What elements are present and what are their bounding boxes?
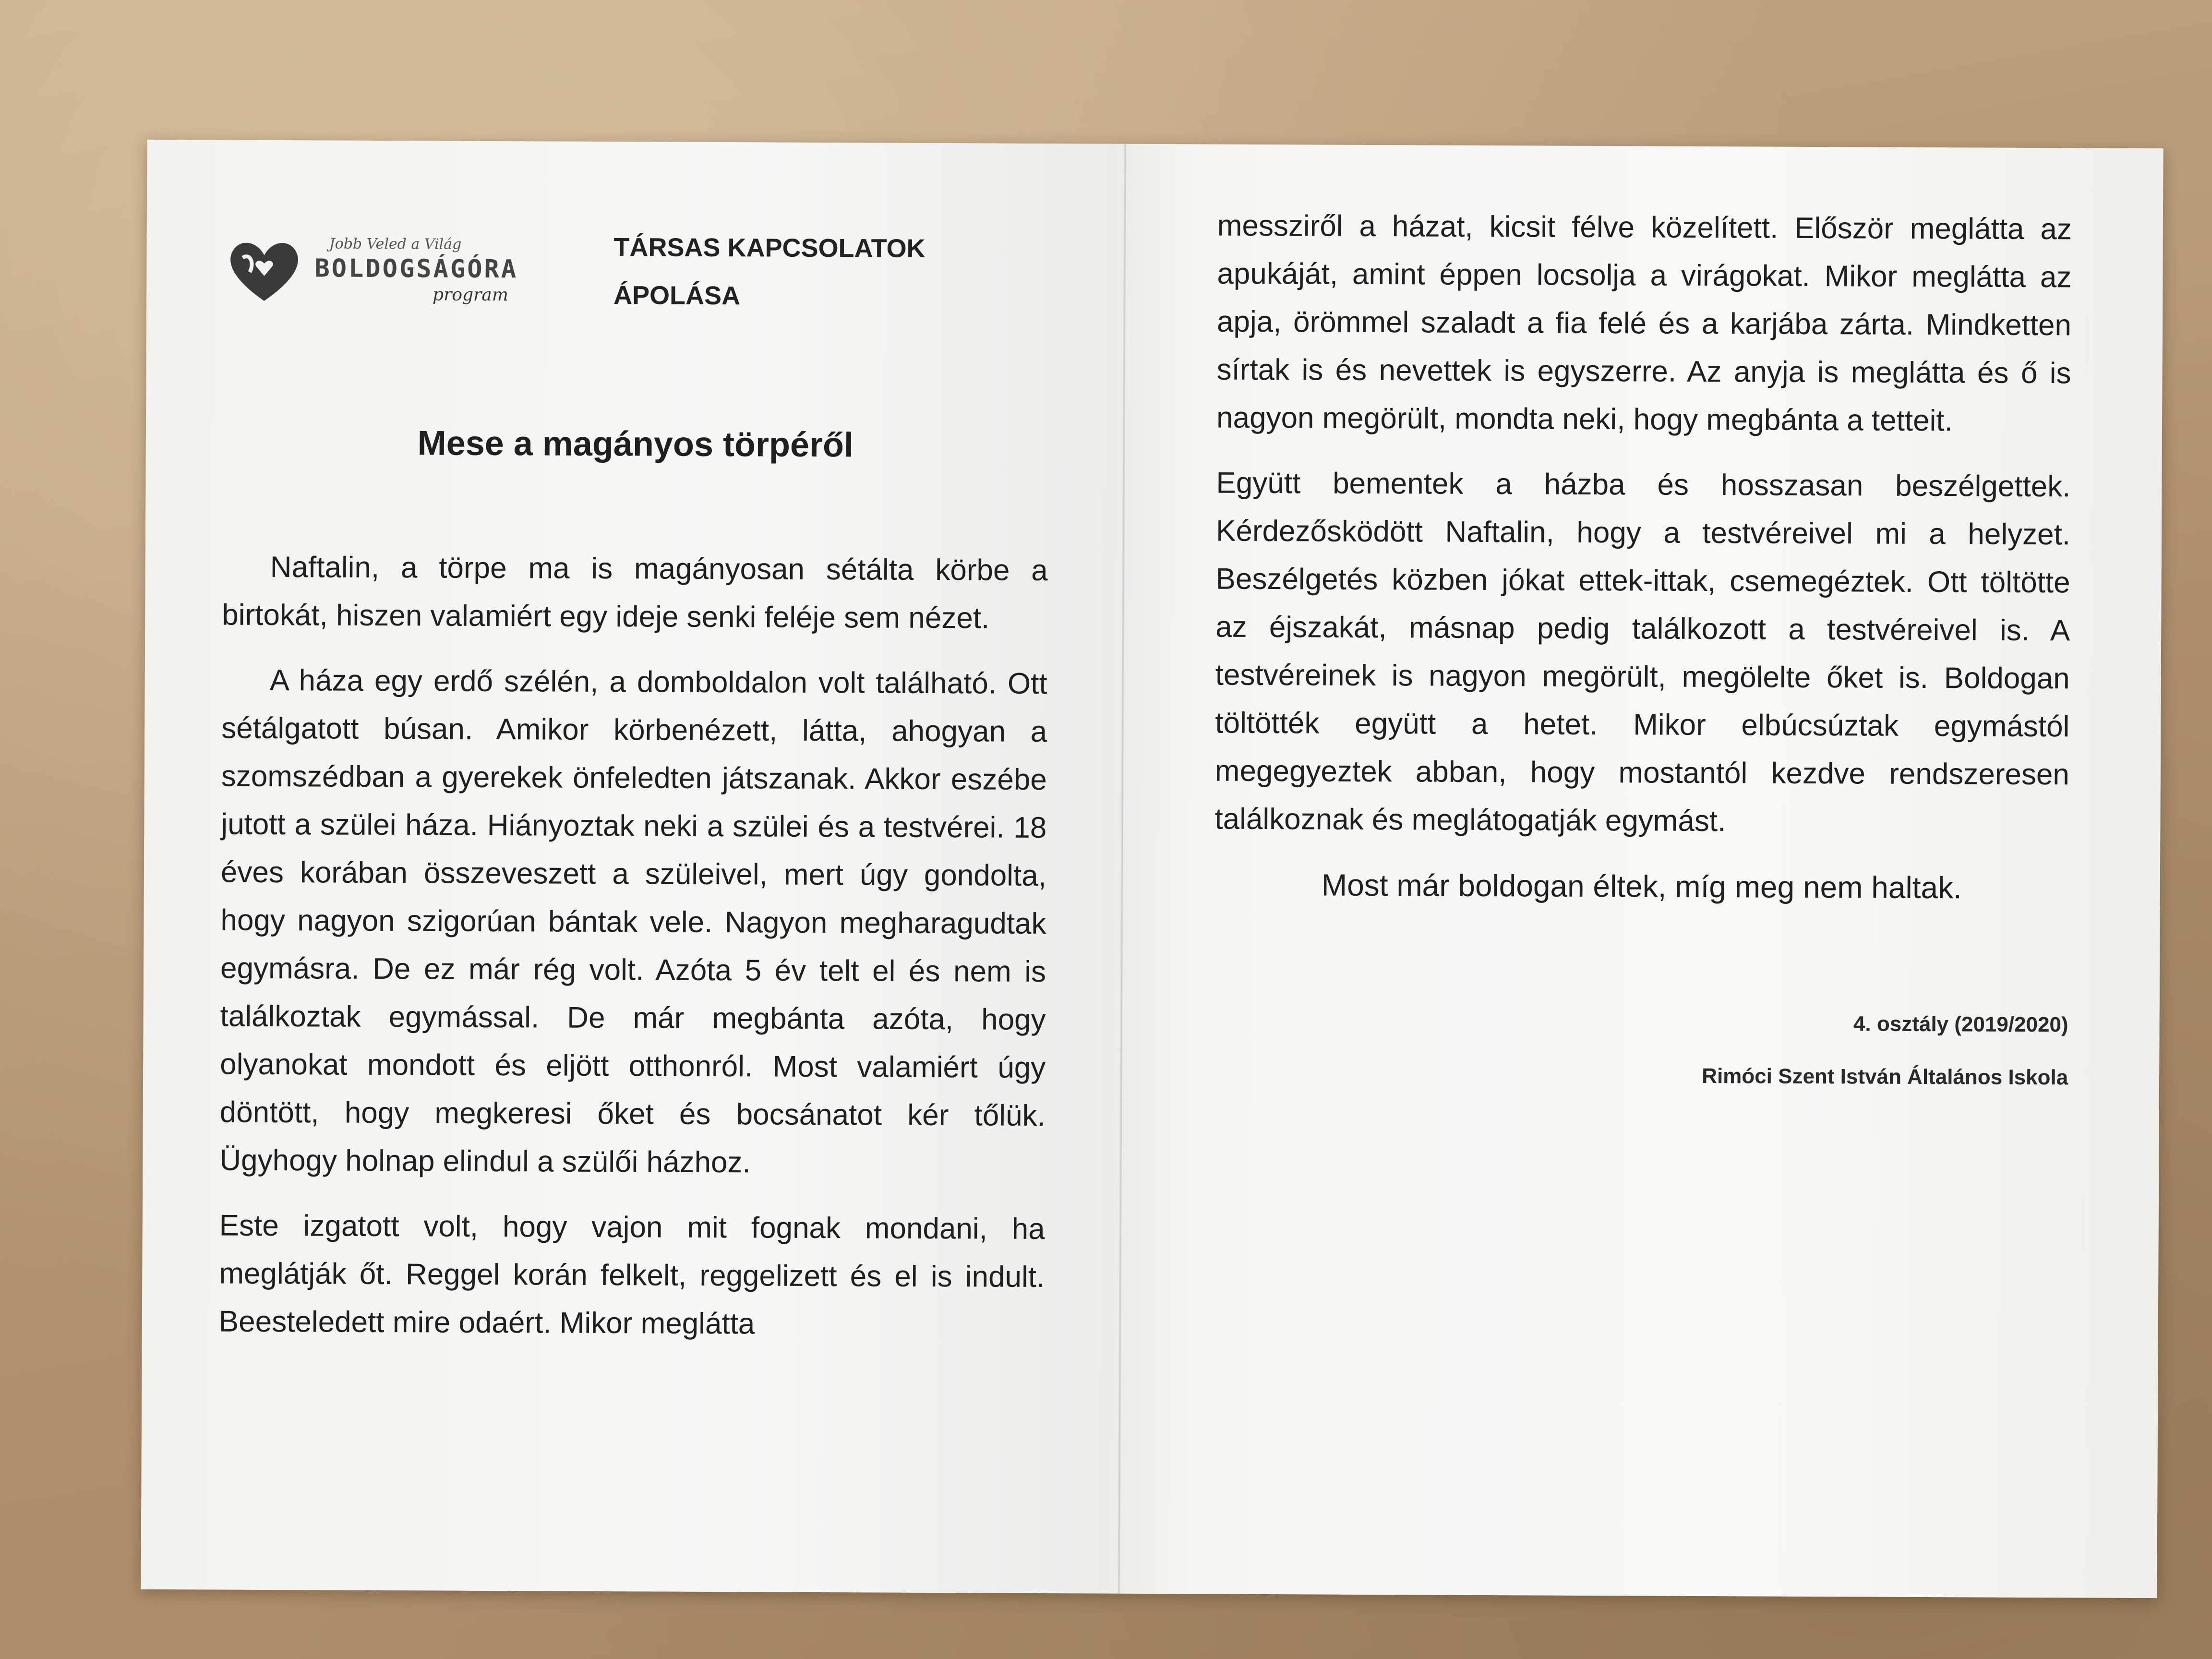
left-column [218,217,1049,1367]
heart-logo-icon [223,234,305,306]
story-paragraph: messziről a házat, kicsit félve közelített. Először meglátta az apukáját, amint éppen locsolja a virágokat. Mikor meglátta az apja, örömmel szaladt a fia felé és a karjába zárta. Mindketten sírtak is és nevettek is egyszerre. Az anyja is meglátta és ő is nagyon megörült, mondta neki, hogy megbánta a tetteit. [1216,209,2072,438]
story-title: Mese a magányos törpéről [417,424,854,465]
logo-name: BOLDOGSÁGÓRA [314,254,518,284]
class-credit: 4. osztály (2019/2020) [1853,1012,2068,1037]
printed-sheet [141,140,2163,1598]
logo-subtitle: program [433,285,508,305]
logo-wordmark [314,237,518,304]
logo-tagline: Jobb Veled a Világ [329,235,462,253]
story-closing-line: Most már boldogan éltek, míg meg nem haltak. [1321,867,1962,905]
header-title: TÁRSAS KAPCSOLATOK ÁPOLÁSA [613,233,926,311]
story-paragraph: Együtt bementek a házba és hosszasan beszélgettek. Kérdezősködött Naftalin, hogy a testvéreivel mi a helyzet. Beszélgetés közben jókat ettek-ittak, csemegéztek. Ott töltötte az éjszakát, másnap pedig találkozott a testvéreivel is. A testvéreinek is nagyon megörült, megölelte őket is. Boldogan töltötték együtt a hetet. Mikor elbúcsúztak egymástól megegyeztek abban, hogy mostantól kezdve rendszeresen találkoznak és meglátogatják egymást. [1214,466,2071,838]
story-paragraph: Este izgatott volt, hogy vajon mit fognak mondani, ha meglátják őt. Reggel korán felkelt, reggelizett és el is indult. Beesteledett mire odaért. Mikor meglátta [218,1209,1045,1341]
school-credit: Rimóci Szent István Általános Iskola [1702,1064,2068,1090]
right-column [1214,202,2072,1105]
page-header [223,217,1049,326]
program-logo [223,217,580,324]
story-paragraph: Naftalin, a törpe ma is magányosan sétálta körbe a birtokát, hiszen valamiért egy ideje senki feléje sem nézet. [222,550,1048,635]
credits [1214,995,2068,1105]
paper-fold [1118,144,1127,1594]
story-paragraph: A háza egy erdő szélén, a domboldalon volt található. Ott sétálgatott búsan. Amikor körbenézett, látta, ahogyan a szomszédban a gyerekek önfeledten játszanak. Akkor eszébe jutott a szülei háza. Hiányoztak neki a szülei és a testvérei. 18 éves korában összeveszett a szüleivel, mert úgy gondolta, hogy nagyon szigorúan bántak vele. Nagyon megharagudtak egymásra. De ez már rég volt. Azóta 5 év telt el és nem is találkoztak egymással. De már megbánta azóta, hogy olyanokat mondott és eljött otthonról. Most valamiért úgy döntött, hogy megkeresi őket és bocsánatot kér tőlük. Ügyhogy holnap elindul a szülői házhoz. [219,663,1047,1179]
